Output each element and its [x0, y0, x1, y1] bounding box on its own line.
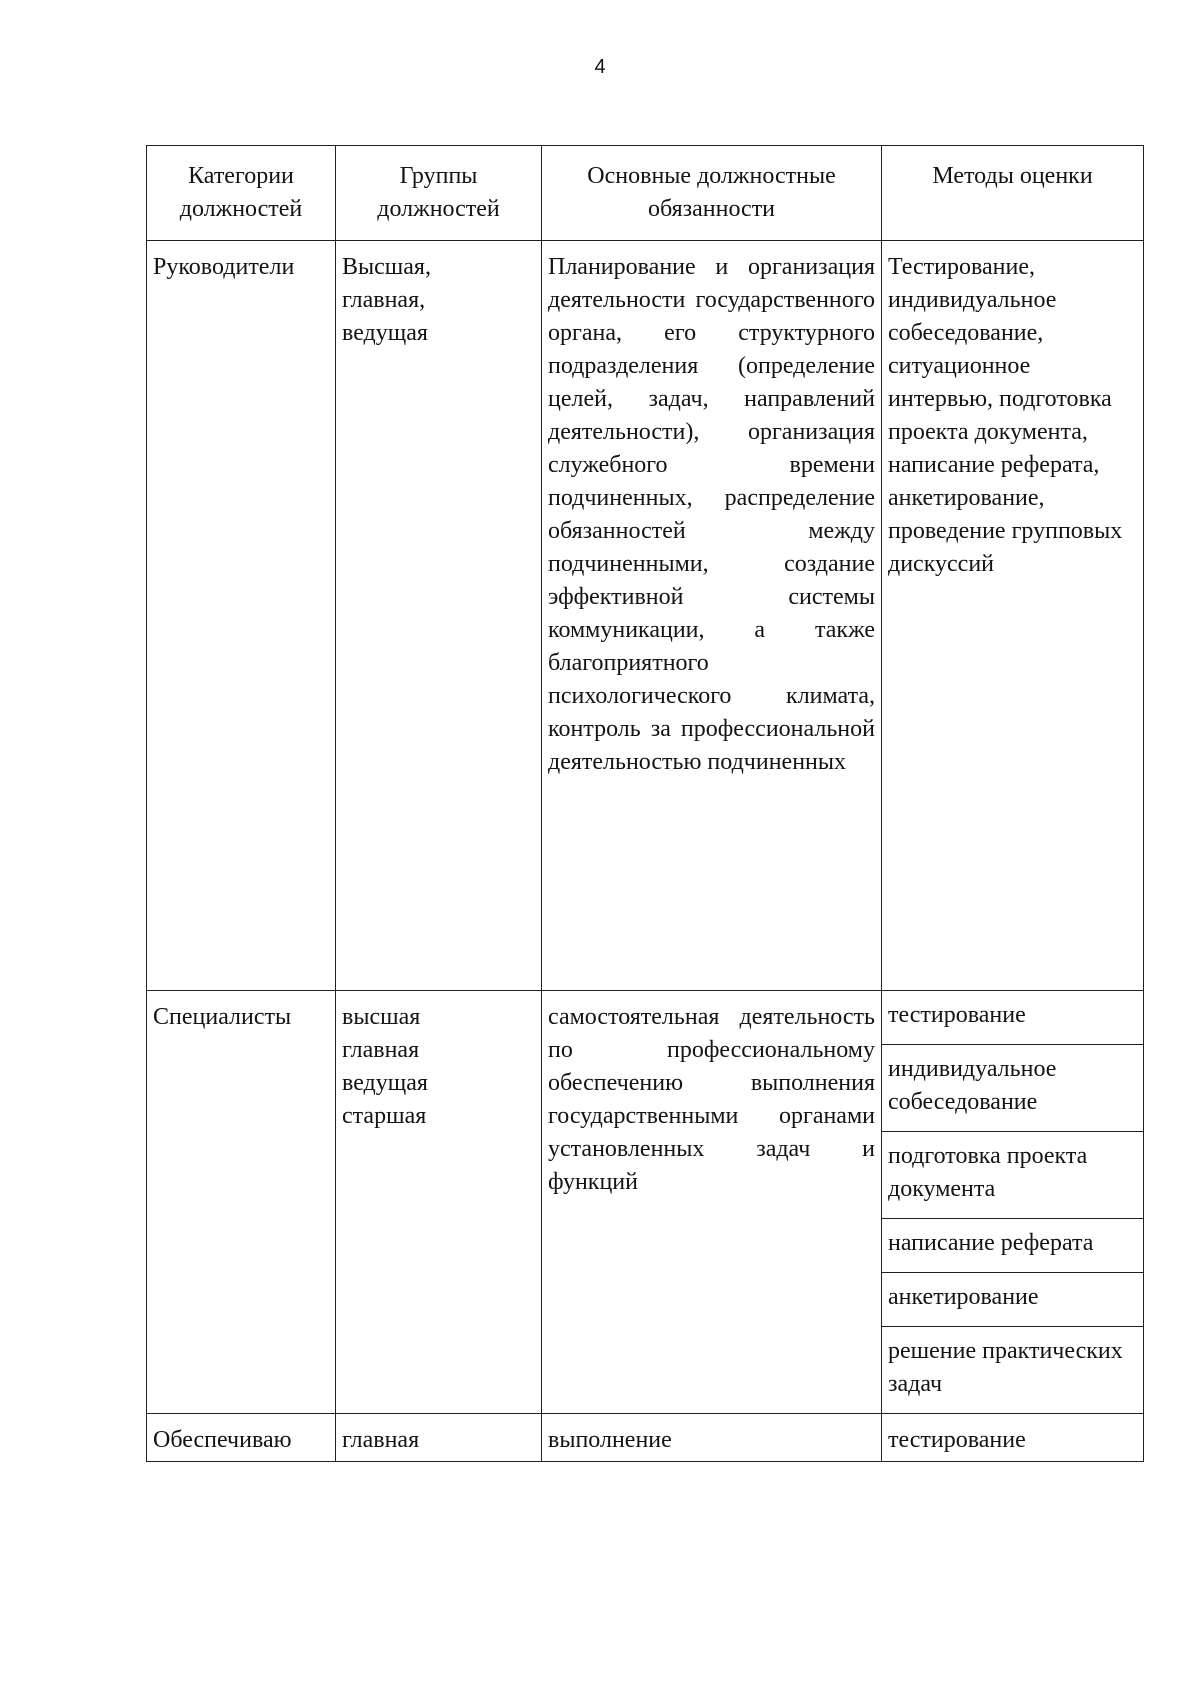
table-row-specialists: [147, 991, 1144, 1414]
job-duties-table: [146, 145, 1144, 1462]
table-row-managers: [147, 241, 1144, 991]
page-number: 4: [594, 56, 606, 78]
duties-cell: Планирование и организация деятельности государственного органа, его структурного подразделения (определение целей, задач, направлений деятельности), организация служебного времени подчиненных, распределение обязанностей между подчиненными, создание эффективной системы коммуникации, а также благоприятного психологического климата, контроль за профессиональной деятельностью подчиненных: [542, 241, 882, 991]
category-cell: Руководители: [147, 241, 336, 991]
method-item: решение практических задач: [888, 1338, 1123, 1397]
method-item: тестирование: [882, 991, 1143, 1045]
header-categories: Категории должностей: [147, 146, 336, 241]
table-header-row: [147, 146, 1144, 241]
methods-cell: тестирование: [882, 1414, 1144, 1462]
header-duties: Основные должностные обязанности: [542, 146, 882, 241]
table-row-support-staff: [147, 1414, 1144, 1462]
category-cell: Обеспечиваю: [147, 1414, 336, 1462]
header-groups: Группы должностей: [336, 146, 542, 241]
category-cell: Специалисты: [147, 991, 336, 1414]
groups-cell: главная: [336, 1414, 542, 1462]
methods-list-cell: [882, 991, 1144, 1414]
groups-cell: Высшая, главная, ведущая: [336, 241, 542, 991]
groups-cell: высшая главная ведущая старшая: [336, 991, 542, 1414]
methods-cell: Тестирование, индивидуальное собеседование, ситуационное интервью, подготовка проекта документа, написание реферата, анкетирование, проведение групповых дискуссий: [882, 241, 1144, 991]
duties-cell: самостоятельная деятельность по профессиональному обеспечению выполнения государственными органами установленных задач и функций: [542, 991, 882, 1414]
method-item: написание реферата: [882, 1219, 1143, 1273]
method-item: подготовка проекта документа: [882, 1132, 1143, 1219]
header-methods: Методы оценки: [882, 146, 1144, 241]
method-item: анкетирование: [882, 1273, 1143, 1327]
method-item: индивидуальное собеседование: [882, 1045, 1143, 1132]
duties-cell: выполнение: [542, 1414, 882, 1462]
